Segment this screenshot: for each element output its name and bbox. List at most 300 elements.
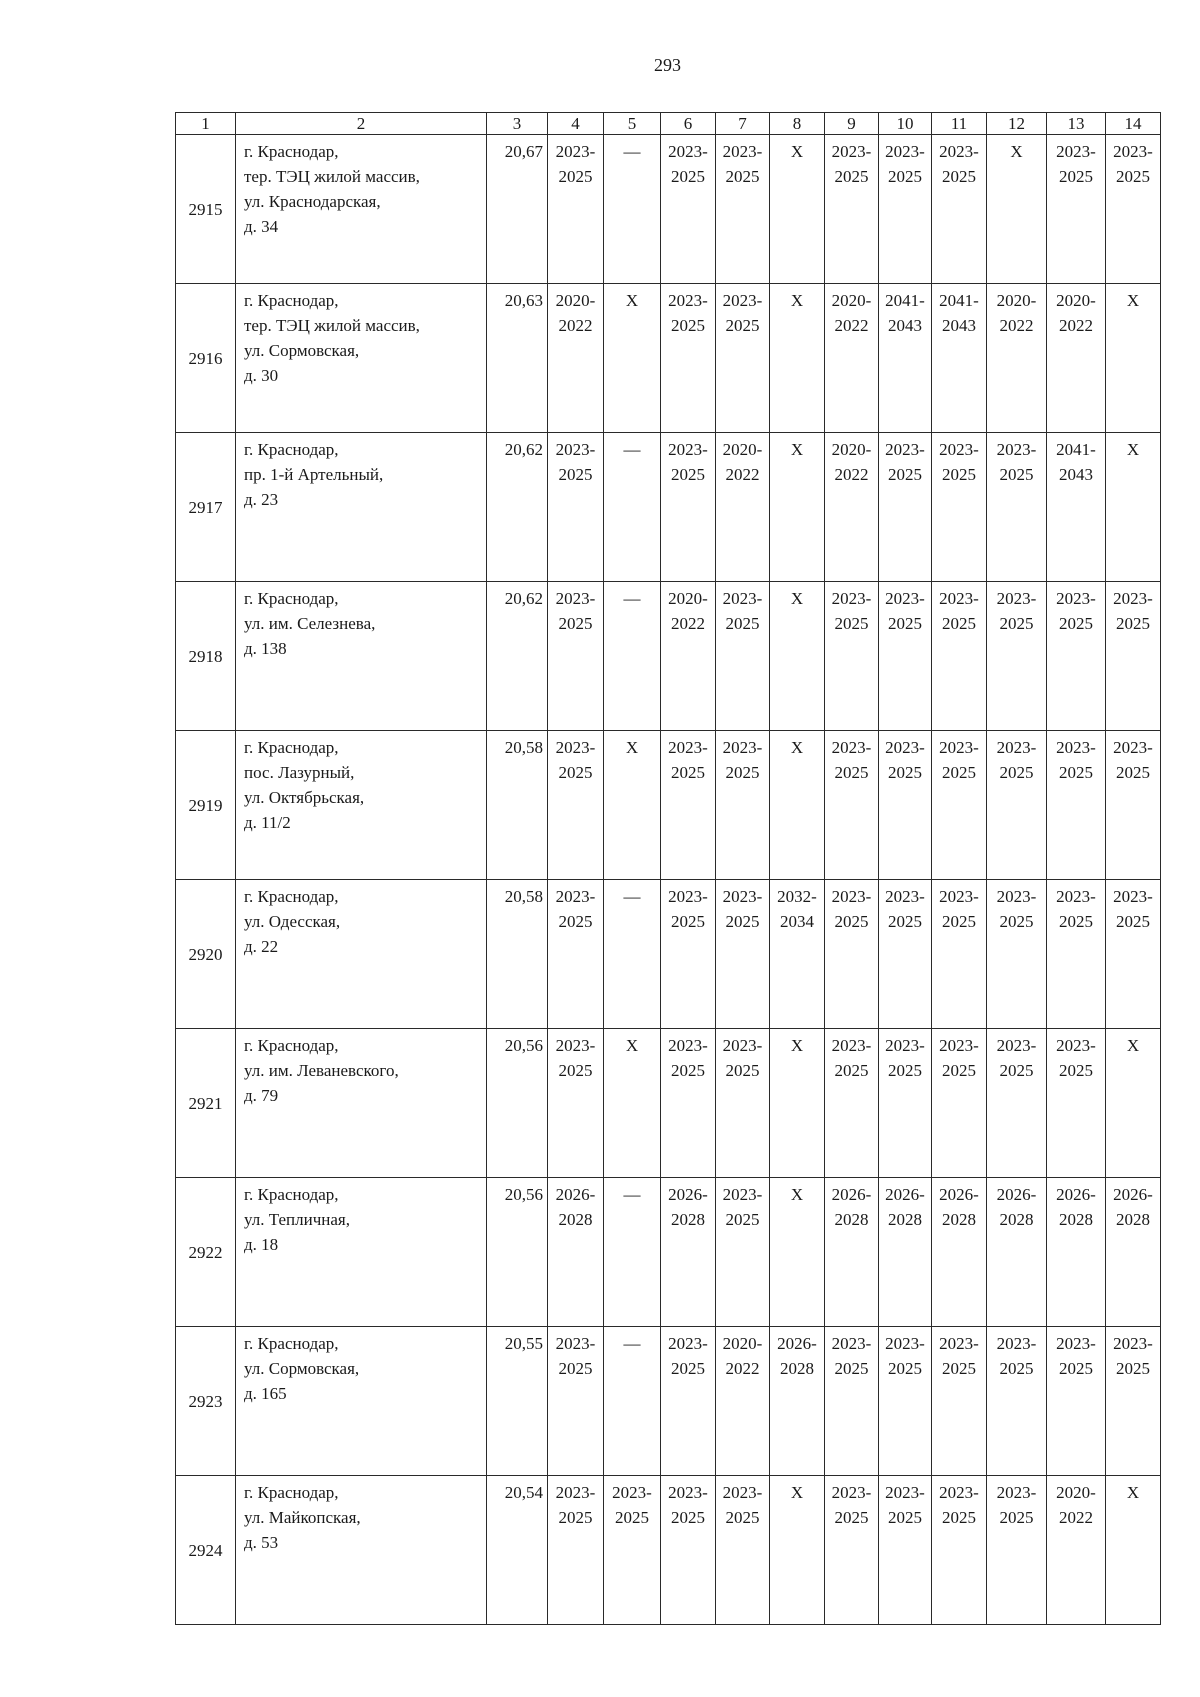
period-cell: [770, 433, 825, 582]
period-cell: [604, 1476, 661, 1625]
period-line: 2026-: [1056, 1185, 1096, 1204]
row-number: 2918: [176, 582, 236, 731]
period-line: 2025: [725, 316, 760, 335]
period-line: 2025: [671, 465, 705, 484]
period-line: 2023-: [555, 440, 596, 459]
period-cell: [661, 731, 716, 880]
period-cell: [1047, 582, 1106, 731]
period-line: 2023-: [555, 887, 596, 906]
period-cell: [661, 284, 716, 433]
period-cell: [716, 731, 770, 880]
period-cell: [932, 433, 987, 582]
period-cell: [825, 582, 879, 731]
period-line: 2025: [558, 1359, 593, 1378]
period-line: Х: [790, 1036, 804, 1055]
period-cell: [770, 1178, 825, 1327]
period-line: 2028: [834, 1210, 869, 1229]
period-line: 2023-: [885, 142, 925, 161]
period-line: 2023-: [885, 1483, 925, 1502]
period-line: 2023-: [555, 1483, 596, 1502]
period-cell: [987, 1029, 1047, 1178]
address-cell: [236, 1476, 487, 1625]
period-cell: [770, 880, 825, 1029]
period-line: 2025: [834, 167, 869, 186]
period-cell: [987, 880, 1047, 1029]
period-line: 2025: [999, 1508, 1034, 1527]
period-line: 2023-: [612, 1483, 652, 1502]
period-line: 2025: [888, 1061, 922, 1080]
period-cell: [548, 1029, 604, 1178]
period-cell: [987, 582, 1047, 731]
address-line: д. 53: [244, 1533, 279, 1552]
address-line: ул. им. Леваневского,: [244, 1061, 399, 1080]
period-line: 2022: [558, 316, 593, 335]
column-header: 9: [825, 113, 879, 135]
table-row: [176, 135, 1161, 284]
period-line: 2023-: [1056, 1334, 1096, 1353]
address-line: ул. Сормовская,: [244, 341, 360, 360]
period-line: 2026-: [555, 1185, 596, 1204]
period-line: 2025: [1116, 614, 1150, 633]
address-line: ул. Одесская,: [244, 912, 341, 931]
period-line: 2025: [725, 614, 760, 633]
period-cell: [932, 284, 987, 433]
period-line: 2025: [942, 763, 976, 782]
period-cell: [1106, 880, 1161, 1029]
column-header: 13: [1047, 113, 1106, 135]
period-line: 2025: [558, 1508, 593, 1527]
period-line: 2023-: [555, 142, 596, 161]
period-line: 2025: [558, 763, 593, 782]
period-line: 2025: [1116, 1359, 1150, 1378]
period-cell: [987, 433, 1047, 582]
table-row: [176, 582, 1161, 731]
period-line: 2023-: [996, 1036, 1037, 1055]
period-cell: [1106, 582, 1161, 731]
period-cell: [604, 1029, 661, 1178]
period-line: 2023-: [939, 1483, 979, 1502]
period-line: 2023-: [939, 440, 979, 459]
period-line: 2023-: [722, 1483, 763, 1502]
table-row: [176, 1029, 1161, 1178]
period-line: 2020-: [555, 291, 596, 310]
period-cell: [879, 582, 932, 731]
period-line: 2028: [942, 1210, 976, 1229]
period-line: 2023-: [722, 142, 763, 161]
table-row: [176, 1178, 1161, 1327]
period-line: 2025: [999, 465, 1034, 484]
period-cell: [604, 135, 661, 284]
period-cell: [1106, 135, 1161, 284]
period-cell: [1106, 1476, 1161, 1625]
period-line: Х: [790, 440, 804, 459]
row-number: 2924: [176, 1476, 236, 1625]
period-line: 2025: [888, 1508, 922, 1527]
period-cell: [604, 880, 661, 1029]
period-line: 2028: [888, 1210, 922, 1229]
address-line: тер. ТЭЦ жилой массив,: [244, 167, 420, 186]
period-line: 2023-: [1113, 887, 1153, 906]
period-line: 2025: [942, 614, 976, 633]
period-cell: [987, 1476, 1047, 1625]
period-line: 2025: [999, 763, 1034, 782]
period-line: 2026-: [831, 1185, 872, 1204]
period-line: 2023-: [996, 440, 1037, 459]
period-cell: [987, 731, 1047, 880]
period-line: 2023-: [831, 1483, 872, 1502]
address-line: ул. Тепличная,: [244, 1210, 350, 1229]
period-cell: [1047, 731, 1106, 880]
period-line: 2023-: [885, 589, 925, 608]
period-cell: [932, 731, 987, 880]
column-header: 10: [879, 113, 932, 135]
period-cell: [716, 135, 770, 284]
table-row: [176, 284, 1161, 433]
period-line: 2028: [558, 1210, 593, 1229]
period-line: 2020-: [722, 440, 763, 459]
period-cell: [932, 582, 987, 731]
address-line: д. 23: [244, 490, 279, 509]
period-cell: [932, 1327, 987, 1476]
period-cell: [661, 1029, 716, 1178]
period-line: 2023-: [1056, 887, 1096, 906]
period-line: 2023-: [668, 142, 708, 161]
schedule-table: [175, 112, 1161, 1625]
period-cell: [1047, 1476, 1106, 1625]
period-line: 2025: [725, 1061, 760, 1080]
period-line: 2023-: [831, 589, 872, 608]
period-cell: [716, 1476, 770, 1625]
address-cell: [236, 880, 487, 1029]
period-cell: [661, 582, 716, 731]
address-line: г. Краснодар,: [244, 589, 339, 608]
period-cell: [879, 433, 932, 582]
table-body: [176, 135, 1161, 1625]
period-cell: [879, 880, 932, 1029]
address-line: г. Краснодар,: [244, 142, 339, 161]
period-cell: [1106, 731, 1161, 880]
period-line: Х: [1126, 1483, 1140, 1502]
period-line: 2025: [671, 1359, 705, 1378]
period-line: 2025: [888, 167, 922, 186]
period-line: 2020-: [722, 1334, 763, 1353]
period-cell: [932, 1476, 987, 1625]
period-line: 2023-: [885, 1036, 925, 1055]
table-row: [176, 1476, 1161, 1625]
period-line: Х: [790, 738, 804, 757]
period-line: 2025: [888, 614, 922, 633]
address-line: г. Краснодар,: [244, 1185, 339, 1204]
indicator-value: 20,56: [487, 1178, 548, 1327]
row-number: 2923: [176, 1327, 236, 1476]
period-cell: [548, 135, 604, 284]
period-cell: [548, 433, 604, 582]
period-cell: [825, 433, 879, 582]
period-line: 2023-: [831, 887, 872, 906]
period-cell: [716, 433, 770, 582]
address-line: тер. ТЭЦ жилой массив,: [244, 316, 420, 335]
period-line: 2020-: [831, 291, 872, 310]
period-cell: [1047, 1327, 1106, 1476]
period-line: 2023-: [939, 738, 979, 757]
period-cell: [1047, 135, 1106, 284]
period-cell: [716, 1178, 770, 1327]
period-line: 2025: [942, 1508, 976, 1527]
period-cell: [825, 284, 879, 433]
period-line: 2023-: [668, 887, 708, 906]
period-cell: [604, 731, 661, 880]
indicator-value: 20,63: [487, 284, 548, 433]
period-line: 2023-: [668, 1036, 708, 1055]
period-line: 2023-: [722, 1185, 763, 1204]
period-cell: [716, 1327, 770, 1476]
period-line: 2023-: [939, 142, 979, 161]
row-number: 2920: [176, 880, 236, 1029]
period-line: —: [623, 589, 641, 608]
period-line: 2023-: [885, 440, 925, 459]
address-line: г. Краснодар,: [244, 291, 339, 310]
period-line: 2025: [1059, 763, 1093, 782]
address-line: пр. 1-й Артельный,: [244, 465, 384, 484]
period-line: 2023-: [1056, 142, 1096, 161]
address-cell: [236, 1178, 487, 1327]
period-cell: [770, 731, 825, 880]
address-line: ул. Сормовская,: [244, 1359, 360, 1378]
row-number: 2915: [176, 135, 236, 284]
address-line: д. 79: [244, 1086, 279, 1105]
period-cell: [825, 1327, 879, 1476]
period-cell: [770, 1327, 825, 1476]
period-line: 2023-: [996, 589, 1037, 608]
column-number-row: [176, 113, 1161, 135]
period-cell: [932, 1178, 987, 1327]
period-cell: [932, 135, 987, 284]
period-line: 2026-: [885, 1185, 925, 1204]
period-line: 2025: [725, 912, 760, 931]
period-line: 2025: [1059, 1061, 1093, 1080]
column-header: 8: [770, 113, 825, 135]
period-line: Х: [625, 1036, 639, 1055]
period-line: 2025: [888, 1359, 922, 1378]
period-line: 2025: [671, 763, 705, 782]
period-line: 2023-: [668, 440, 708, 459]
period-line: 2023-: [722, 1036, 763, 1055]
address-cell: [236, 284, 487, 433]
period-line: 2020-: [1056, 291, 1096, 310]
address-line: д. 11/2: [244, 813, 291, 832]
period-line: 2023-: [996, 1483, 1037, 1502]
period-line: Х: [1010, 142, 1023, 161]
period-line: 2023-: [1056, 1036, 1096, 1055]
indicator-value: 20,58: [487, 731, 548, 880]
period-line: 2025: [888, 763, 922, 782]
period-line: 2043: [1059, 465, 1093, 484]
period-line: 2025: [725, 763, 760, 782]
period-line: 2023-: [831, 142, 872, 161]
table-row: [176, 880, 1161, 1029]
period-cell: [987, 284, 1047, 433]
period-line: 2023-: [996, 1334, 1037, 1353]
period-line: —: [623, 1185, 641, 1204]
period-cell: [879, 1029, 932, 1178]
period-line: 2025: [725, 1210, 760, 1229]
column-header: 4: [548, 113, 604, 135]
table-row: [176, 1327, 1161, 1476]
period-line: 2023-: [1113, 589, 1153, 608]
period-cell: [1106, 284, 1161, 433]
column-header: 2: [236, 113, 487, 135]
period-line: 2025: [999, 614, 1034, 633]
period-line: 2025: [615, 1508, 649, 1527]
period-line: Х: [790, 1483, 804, 1502]
period-cell: [825, 731, 879, 880]
address-cell: [236, 731, 487, 880]
period-line: 2025: [1059, 1359, 1093, 1378]
row-number: 2916: [176, 284, 236, 433]
address-line: г. Краснодар,: [244, 1036, 339, 1055]
period-cell: [661, 1476, 716, 1625]
period-line: 2025: [558, 465, 593, 484]
period-line: 2023-: [668, 1334, 708, 1353]
period-line: 2022: [834, 316, 869, 335]
indicator-value: 20,58: [487, 880, 548, 1029]
period-line: Х: [625, 738, 639, 757]
period-line: 2025: [834, 614, 869, 633]
period-line: 2043: [942, 316, 976, 335]
period-line: 2023-: [722, 738, 763, 757]
period-line: 2022: [725, 465, 760, 484]
period-line: 2020-: [831, 440, 872, 459]
period-line: 2023-: [668, 738, 708, 757]
address-line: г. Краснодар,: [244, 1334, 339, 1353]
period-line: 2025: [834, 912, 869, 931]
period-cell: [932, 1029, 987, 1178]
period-line: 2025: [834, 763, 869, 782]
row-number: 2917: [176, 433, 236, 582]
period-line: 2023-: [885, 887, 925, 906]
address-line: г. Краснодар,: [244, 1483, 339, 1502]
period-line: 2025: [558, 912, 593, 931]
period-line: 2023-: [668, 291, 708, 310]
period-line: 2026-: [996, 1185, 1037, 1204]
period-line: Х: [790, 1185, 804, 1204]
period-line: 2026-: [1113, 1185, 1153, 1204]
period-line: 2022: [671, 614, 705, 633]
period-line: 2025: [942, 465, 976, 484]
address-cell: [236, 1327, 487, 1476]
indicator-value: 20,62: [487, 433, 548, 582]
period-cell: [987, 1178, 1047, 1327]
period-line: Х: [790, 589, 804, 608]
column-header: 5: [604, 113, 661, 135]
period-line: —: [623, 887, 641, 906]
period-line: 2028: [780, 1359, 814, 1378]
period-line: 2023-: [555, 1334, 596, 1353]
indicator-value: 20,62: [487, 582, 548, 731]
period-cell: [825, 1178, 879, 1327]
address-line: д. 30: [244, 366, 279, 385]
period-line: 2023-: [939, 589, 979, 608]
page-number: 293: [654, 55, 681, 75]
period-line: 2025: [942, 167, 976, 186]
column-header: 12: [987, 113, 1047, 135]
address-line: д. 165: [244, 1384, 287, 1403]
period-line: 2023-: [831, 1334, 872, 1353]
period-line: 2023-: [996, 738, 1037, 757]
period-line: 2025: [671, 316, 705, 335]
period-line: 2023-: [939, 887, 979, 906]
address-line: д. 138: [244, 639, 287, 658]
period-cell: [1047, 1029, 1106, 1178]
period-cell: [716, 582, 770, 731]
column-header: 1: [176, 113, 236, 135]
period-line: 2025: [942, 1061, 976, 1080]
period-line: 2023-: [555, 589, 596, 608]
period-line: 2022: [999, 316, 1034, 335]
period-line: 2025: [999, 1061, 1034, 1080]
period-line: 2025: [834, 1061, 869, 1080]
period-line: 2025: [671, 1508, 705, 1527]
address-line: д. 34: [244, 217, 279, 236]
column-header: 11: [932, 113, 987, 135]
period-line: 2026-: [939, 1185, 979, 1204]
period-cell: [825, 1476, 879, 1625]
table-row: [176, 731, 1161, 880]
address-line: ул. Краснодарская,: [244, 192, 381, 211]
address-line: г. Краснодар,: [244, 440, 339, 459]
period-line: 2020-: [1056, 1483, 1096, 1502]
period-line: Х: [1126, 440, 1140, 459]
period-cell: [879, 1178, 932, 1327]
indicator-value: 20,56: [487, 1029, 548, 1178]
period-cell: [879, 1476, 932, 1625]
table-row: [176, 433, 1161, 582]
address-line: пос. Лазурный,: [244, 763, 355, 782]
period-line: 2041-: [1056, 440, 1096, 459]
period-cell: [770, 135, 825, 284]
period-cell: [661, 880, 716, 1029]
period-line: 2025: [999, 1359, 1034, 1378]
period-line: 2023-: [1056, 738, 1096, 757]
period-line: Х: [625, 291, 639, 310]
period-cell: [548, 731, 604, 880]
period-line: 2025: [558, 1061, 593, 1080]
period-cell: [1047, 1178, 1106, 1327]
period-cell: [1106, 1029, 1161, 1178]
period-cell: [879, 1327, 932, 1476]
period-cell: [932, 880, 987, 1029]
address-line: ул. им. Селезнева,: [244, 614, 376, 633]
period-line: 2025: [1059, 167, 1093, 186]
period-cell: [548, 880, 604, 1029]
period-line: 2023-: [831, 738, 872, 757]
period-cell: [604, 433, 661, 582]
period-cell: [716, 1029, 770, 1178]
period-cell: [604, 1178, 661, 1327]
period-line: 2022: [1059, 316, 1093, 335]
row-number: 2922: [176, 1178, 236, 1327]
period-cell: [548, 1327, 604, 1476]
period-cell: [879, 284, 932, 433]
period-line: 2023-: [939, 1036, 979, 1055]
period-line: 2023-: [555, 1036, 596, 1055]
period-line: 2023-: [555, 738, 596, 757]
period-cell: [661, 433, 716, 582]
address-line: г. Краснодар,: [244, 887, 339, 906]
period-line: 2022: [725, 1359, 760, 1378]
period-cell: [604, 1327, 661, 1476]
column-header: 6: [661, 113, 716, 135]
